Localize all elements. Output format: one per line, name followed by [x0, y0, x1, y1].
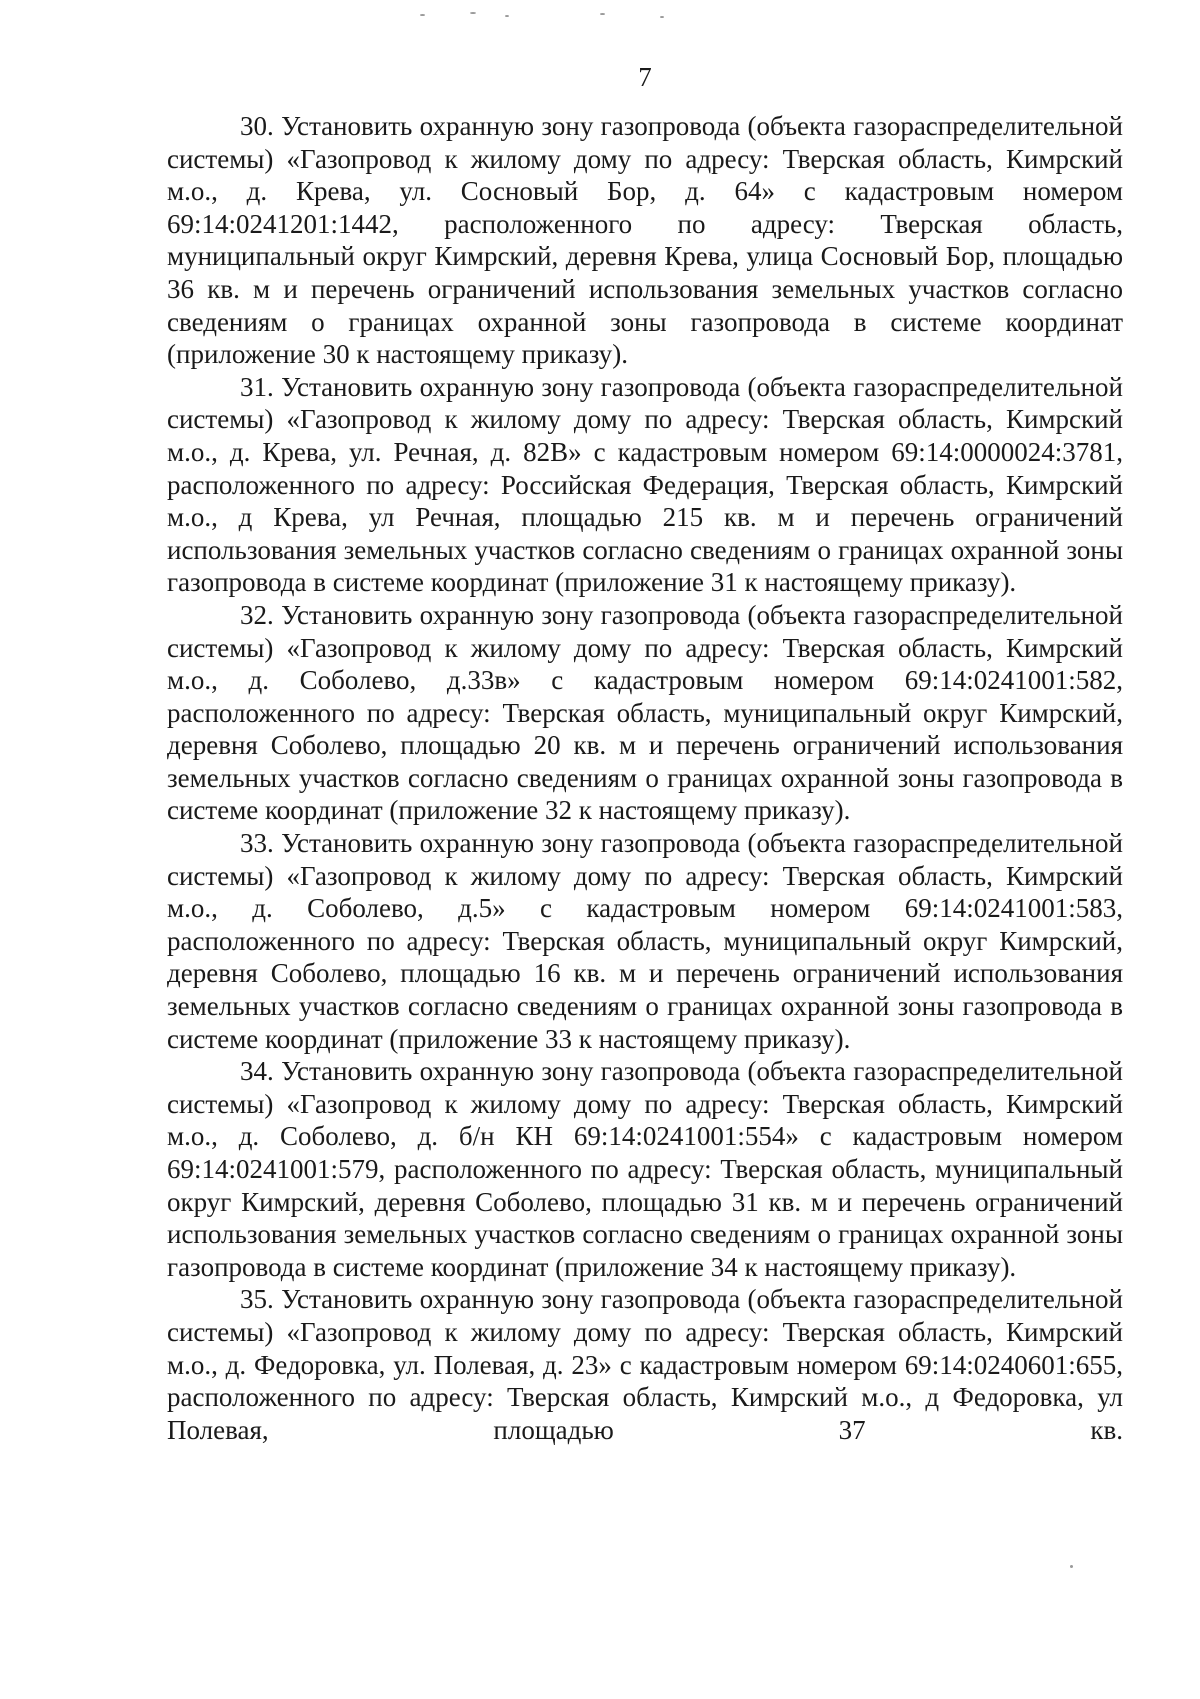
scan-speck: [660, 16, 664, 18]
scan-speck: [600, 13, 605, 15]
scan-speck: [420, 14, 425, 16]
page-number: 7: [638, 62, 652, 92]
paragraph-35: 35. Установить охранную зону газопровода (объекта газораспределительной системы) «Газопровод к жилому дому по адресу: Тверская область, Кимрский м.о., д. Федоровка, ул. Полевая, д. 23» с кадастровым номером 69:14:0240601:655, расположенного по адресу: Тверская область, Кимрский м.о., д Федоровка, ул Полевая, площадью 37 кв.: [167, 1284, 1123, 1445]
paragraph-32: 32. Установить охранную зону газопровода (объекта газораспределительной системы) «Газопровод к жилому дому по адресу: Тверская область, Кимрский м.о., д. Соболево, д.33в» с кадастровым номером 69:14:0241001:582, расположенного по адресу: Тверская область, муниципальный округ Кимрский, деревня Соболево, площадью 20 кв. м и перечень ограничений использования земельных участков согласно сведениям о границах охранной зоны газопровода в системе координат (приложение 32 к настоящему приказу).: [167, 599, 1123, 826]
paragraph-31: 31. Установить охранную зону газопровода (объекта газораспределительной системы) «Газопровод к жилому дому по адресу: Тверская область, Кимрский м.о., д. Крева, ул. Речная, д. 82В» с кадастровым номером 69:14:0000024:3781, расположенного по адресу: Российская Федерация, Тверская область, Кимрский м.о., д Крева, ул Речная, площадью 215 кв. м и перечень ограничений использования земельных участков согласно сведениям о границах охранной зоны газопровода в системе координат (приложение 31 к настоящему приказу).: [167, 371, 1123, 598]
scan-speck: [470, 12, 476, 14]
paragraph-34: 34. Установить охранную зону газопровода (объекта газораспределительной системы) «Газопровод к жилому дому по адресу: Тверская область, Кимрский м.о., д. Соболево, д. б/н КН 69:14:0241001:554» с кадастровым номером 69:14:0241001:579, расположенного по адресу: Тверская область, муниципальный округ Кимрский, деревня Соболево, площадью 31 кв. м и перечень ограничений использования земельных участков согласно сведениям о границах охранной зоны газопровода в системе координат (приложение 34 к настоящему приказу).: [167, 1056, 1123, 1282]
paragraph-30: 30. Установить охранную зону газопровода (объекта газораспределительной системы) «Газопровод к жилому дому по адресу: Тверская область, Кимрский м.о., д. Крева, ул. Сосновый Бор, д. 64» с кадастровым номером 69:14:0241201:1442, расположенного по адресу: Тверская область, муниципальный округ Кимрский, деревня Крева, улица Сосновый Бор, площадью 36 кв. м и перечень ограничений использования земельных участков согласно сведениям о границах охранной зоны газопровода в системе координат (приложение 30 к настоящему приказу).: [167, 111, 1123, 370]
scan-speck: [505, 15, 509, 17]
scan-speck: [1070, 1565, 1073, 1568]
document-body: [167, 110, 1123, 1446]
paragraph-33: 33. Установить охранную зону газопровода (объекта газораспределительной системы) «Газопровод к жилому дому по адресу: Тверская область, Кимрский м.о., д. Соболево, д.5» с кадастровым номером 69:14:0241001:583, расположенного по адресу: Тверская область, муниципальный округ Кимрский, деревня Соболево, площадью 16 кв. м и перечень ограничений использования земельных участков согласно сведениям о границах охранной зоны газопровода в системе координат (приложение 33 к настоящему приказу).: [167, 828, 1123, 1054]
